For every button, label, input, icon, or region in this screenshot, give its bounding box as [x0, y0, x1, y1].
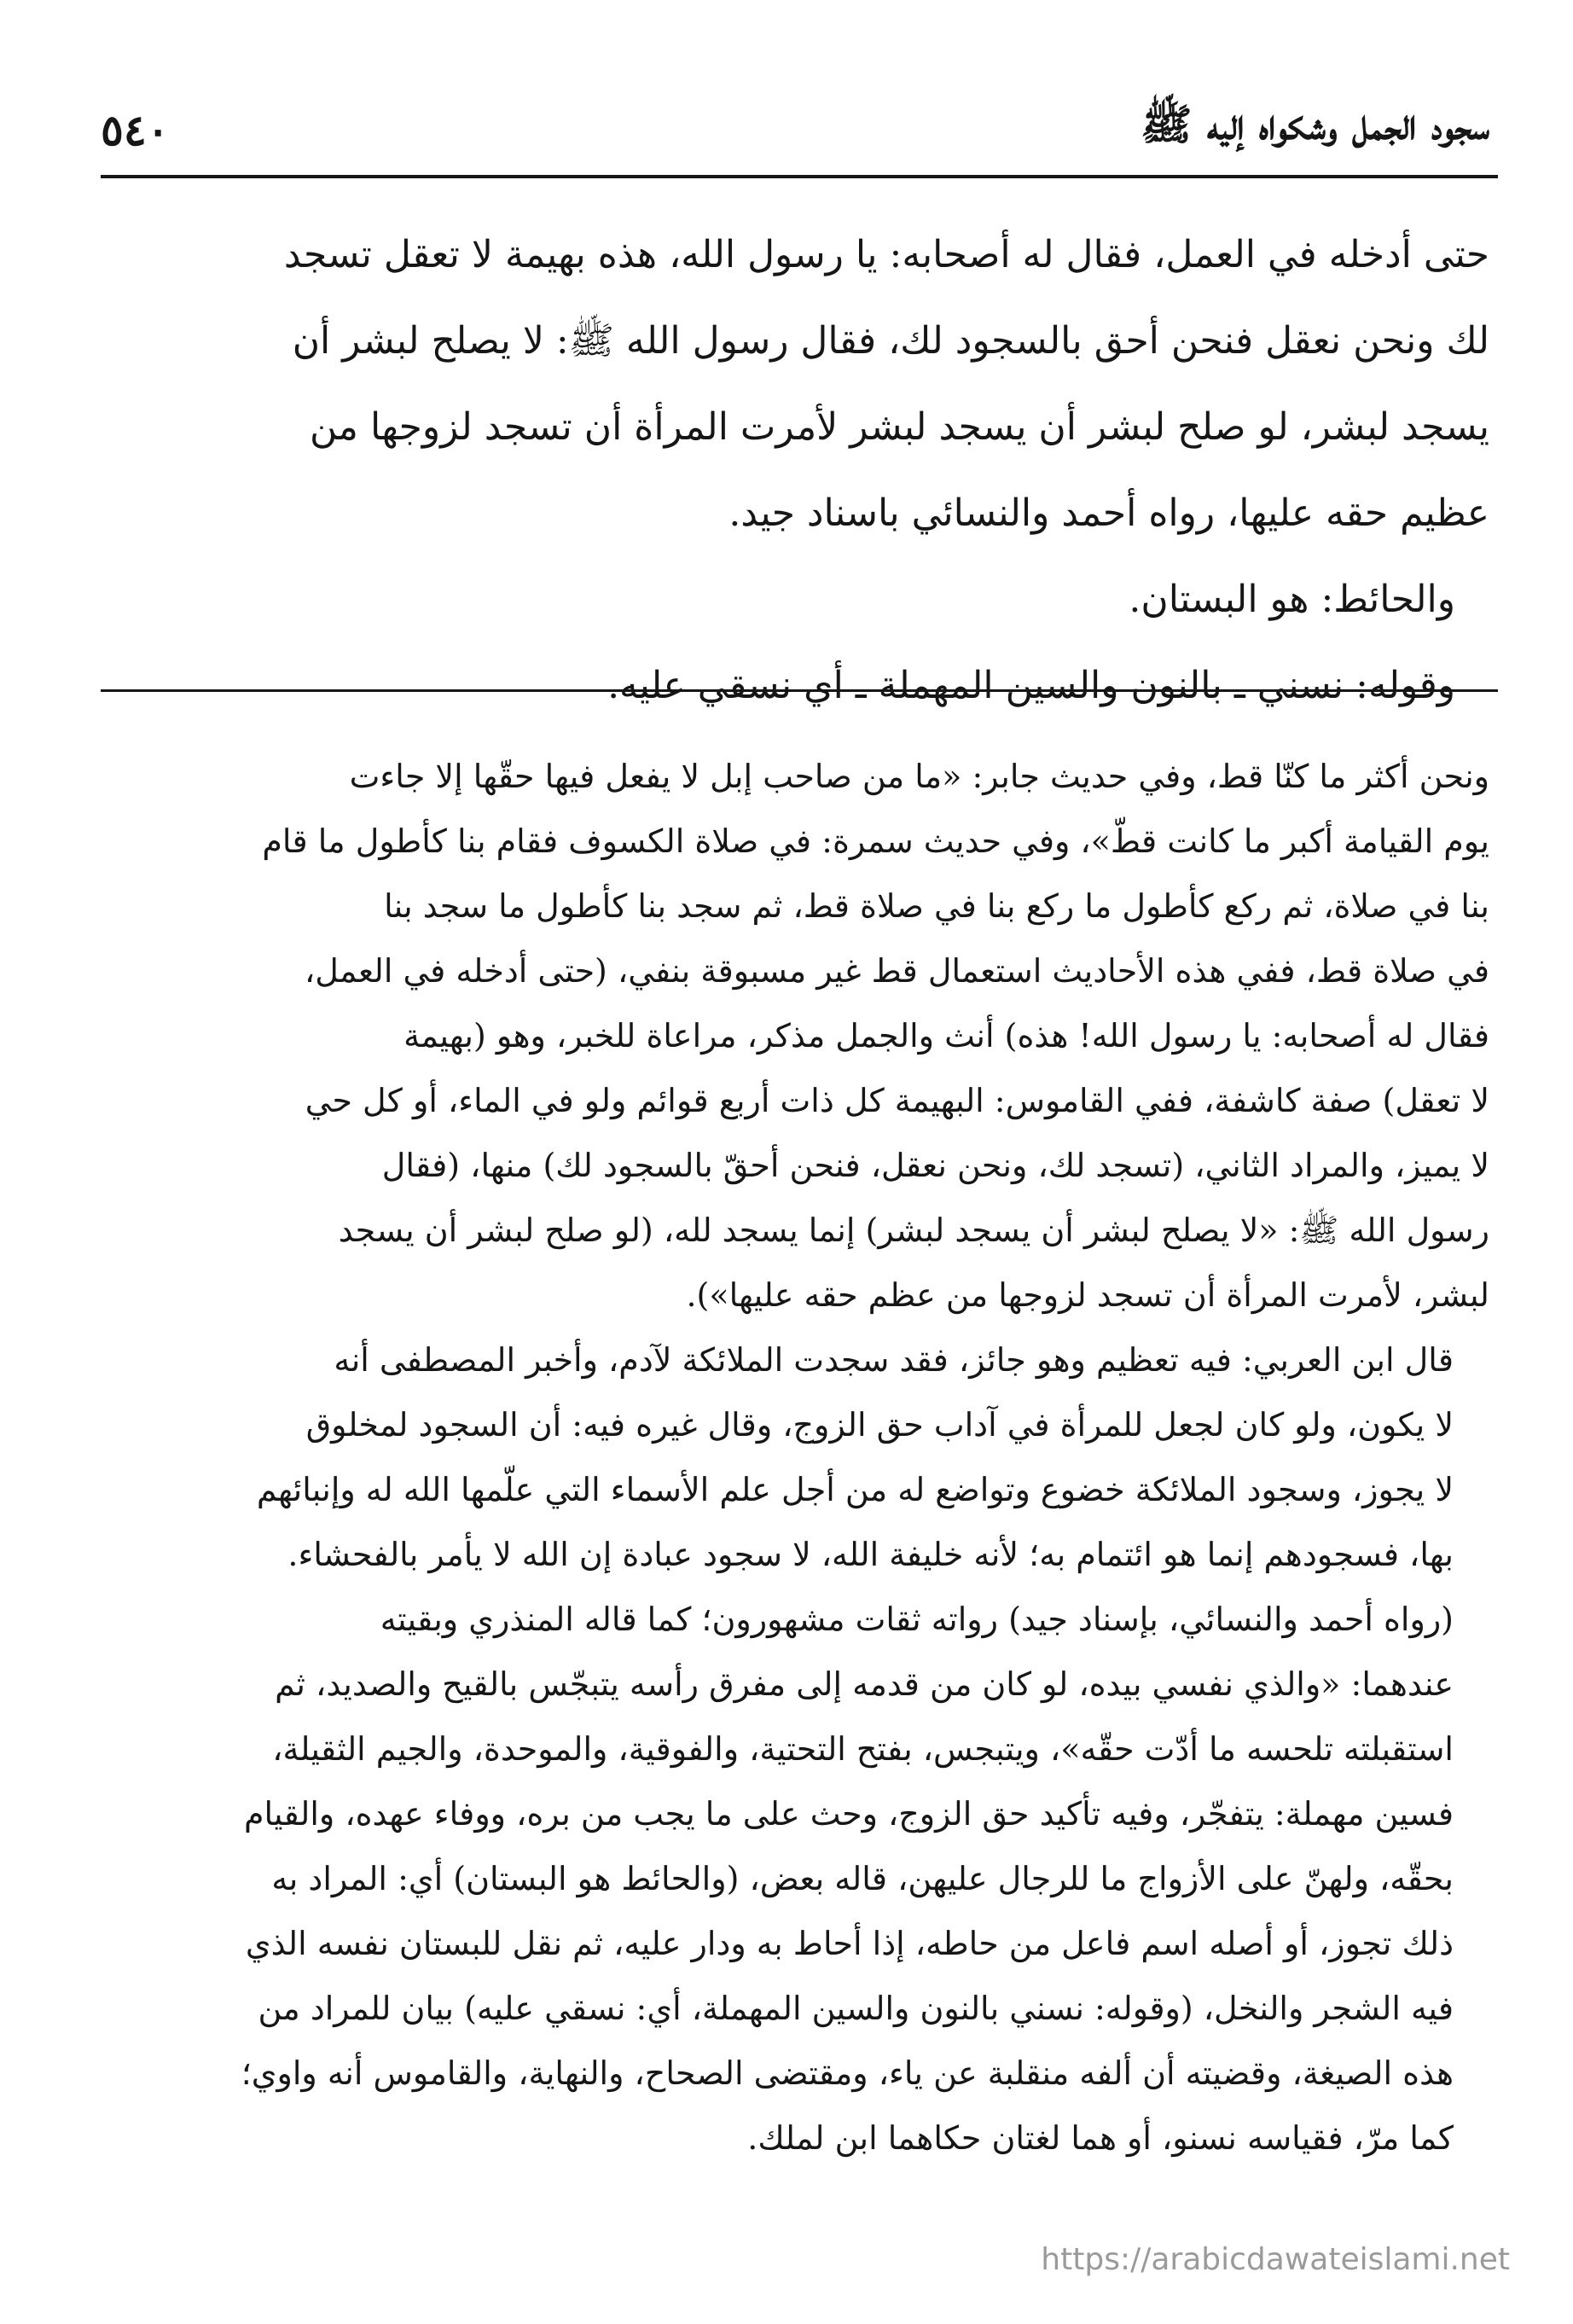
commentary-paragraph-2 [101, 1328, 1489, 1587]
header-divider [101, 175, 1498, 178]
commentary-divider [101, 689, 1498, 692]
commentary-line: ونحن أكثر ما كنّا قط، وفي حديث جابر: «ما من صاحب إبل لا يفعل فيها حقّها إلا جاءت [349, 758, 1489, 795]
commentary-line: بها، فسجودهم إنما هو ائتمام به؛ لأنه خليفة الله، لا سجود عبادة إن الله لا يأمر بالفحشاء. [287, 1536, 1454, 1573]
hadith-text [101, 212, 1489, 729]
commentary-line: لا يجوز، وسجود الملائكة خضوع وتواضع له من أجل علم الأسماء التي علّمها الله له وإنبائهم [256, 1471, 1454, 1508]
running-title: سجود الجمل وشكواه إليه ﷺ [1141, 99, 1489, 149]
commentary-line: بنا في صلاة، ثم ركع كأطول ما ركع بنا في صلاة قط، ثم سجد بنا كأطول ما سجد بنا [384, 887, 1489, 925]
commentary-line: كما مرّ، فقياسه نسنو، أو هما لغتان حكاهما ابن لملك. [747, 2119, 1454, 2157]
commentary-text [101, 744, 1489, 2170]
commentary-line: رسول الله ﷺ: «لا يصلح لبشر أن يسجد لبشر) إنما يسجد لله، (لو صلح لبشر أن يسجد [338, 1211, 1489, 1249]
commentary-line: لا يميز، والمراد الثاني، (تسجد لك، ونحن نعقل، فنحن أحقّ بالسجود لك) منها، (فقال [381, 1147, 1489, 1184]
watermark-url: https://arabicdawateislami.net [1041, 2242, 1510, 2277]
commentary-line: لا يكون، ولو كان لجعل للمرأة في آداب حق الزوج، وقال غيره فيه: أن السجود لمخلوق [305, 1406, 1454, 1444]
commentary-line: فقال له أصحابه: يا رسول الله! هذه) أنث والجمل مذكر، مراعاة للخبر، وهو (بهيمة [403, 1017, 1489, 1055]
hadith-paragraph [101, 212, 1489, 556]
note-watering: وقوله: نسني ـ بالنون والسين المهملة ـ أي نسقي عليه. [607, 664, 1455, 707]
commentary-line: استقبلته تلحسه ما أدّت حقّه»، ويتبجس، بفتح التحتية، والفوقية، والموحدة، والجيم الثقيلة، [272, 1730, 1454, 1768]
commentary-line: لبشر، لأمرت المرأة أن تسجد لزوجها من عظم حقه عليها»). [686, 1276, 1489, 1314]
note-garden: والحائط: هو البستان. [1129, 578, 1455, 621]
commentary-line: بحقّه، ولهنّ على الأزواج ما للرجال عليهن، قاله بعض، (والحائط هو البستان) أي: المراد به [271, 1860, 1454, 1897]
commentary-line: ذلك تجوز، أو أصله اسم فاعل من حاطه، إذا أحاط به ودار عليه، ثم نقل للبستان نفسه الذي [245, 1925, 1454, 1962]
commentary-paragraph-1 [101, 744, 1489, 1328]
page-header [101, 96, 1489, 164]
page-number: ٥٤٠ [101, 104, 170, 155]
commentary-line: فسين مهملة: يتفجّر، وفيه تأكيد حق الزوج، وحث على ما يجب من بره، ووفاء عهده، والقيام [243, 1795, 1454, 1833]
hadith-line: يسجد لبشر، لو صلح لبشر أن يسجد لبشر لأمرت المرأة أن تسجد لزوجها من [309, 405, 1489, 449]
commentary-line: (رواه أحمد والنسائي، بإسناد جيد) رواته ثقات مشهورون؛ كما قاله المنذري وبقيته [380, 1601, 1454, 1638]
hadith-line: عظيم حقه عليها، رواه أحمد والنسائي باسناد جيد. [728, 491, 1489, 535]
commentary-line: هذه الصيغة، وقضيته أن ألفه منقلبة عن ياء، ومقتضى الصحاح، والنهاية، والقاموس أنه واوي؛ [241, 2054, 1454, 2092]
hadith-line: حتى أدخله في العمل، فقال له أصحابه: يا رسول الله، هذه بهيمة لا تعقل تسجد [283, 233, 1489, 276]
commentary-line: فيه الشجر والنخل، (وقوله: نسني بالنون والسين المهملة، أي: نسقي عليه) بيان للمراد من [258, 1990, 1454, 2027]
hadith-line: لك ونحن نعقل فنحن أحق بالسجود لك، فقال رسول الله ﷺ: لا يصلح لبشر أن [292, 319, 1489, 363]
commentary-line: عندهما: «والذي نفسي بيده، لو كان من قدمه إلى مفرق رأسه يتبجّس بالقيح والصديد، ثم [275, 1665, 1454, 1703]
commentary-paragraph-3 [101, 1587, 1489, 2170]
commentary-line: في صلاة قط، ففي هذه الأحاديث استعمال قط غير مسبوقة بنفي، (حتى أدخله في العمل، [304, 952, 1489, 990]
commentary-line: قال ابن العربي: فيه تعظيم وهو جائز، فقد سجدت الملائكة لآدم، وأخبر المصطفى أنه [334, 1341, 1454, 1379]
commentary-line: يوم القيامة أكبر ما كانت قطّ»، وفي حديث سمرة: في صلاة الكسوف فقام بنا كأطول ما قام [262, 822, 1489, 860]
commentary-line: لا تعقل) صفة كاشفة، ففي القاموس: البهيمة كل ذات أربع قوائم ولو في الماء، أو كل حي [305, 1082, 1489, 1119]
